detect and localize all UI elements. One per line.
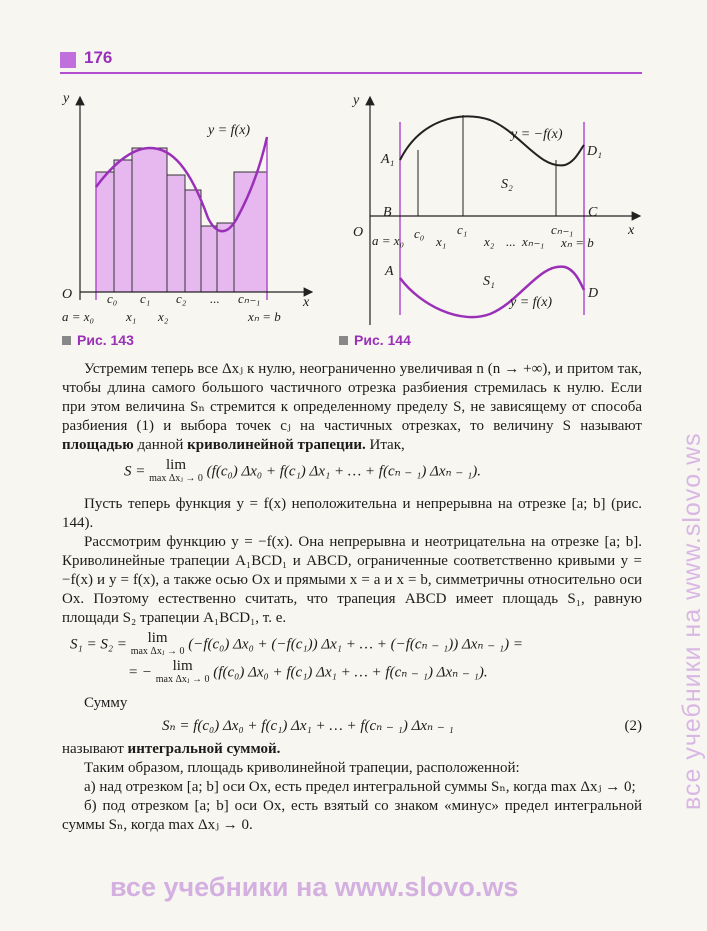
caption-text: Рис. 143 <box>77 332 134 348</box>
x-label: xₙ = b <box>248 309 281 324</box>
figure-144 <box>351 93 640 325</box>
term: криволинейной трапеции. <box>187 437 366 453</box>
paragraph: Таким образом, площадь криволинейной трапеции, расположенной: <box>84 760 520 776</box>
x-label: ... <box>506 234 516 249</box>
c-label: c₀ <box>414 226 425 241</box>
page-number: 176 <box>84 48 113 67</box>
figure-143 <box>61 91 312 324</box>
riemann-rect <box>185 190 201 292</box>
x-label: xₙ₋₁ <box>522 234 545 249</box>
equation-integral-sum: Sₙ = f(c₀) Δx₀ + f(c₁) Δx₁ + … + f(cₙ ₋ ₁) Δxₙ ₋ ₁ (2) <box>162 718 642 734</box>
figure-143-caption <box>62 332 134 348</box>
riemann-rect <box>167 175 185 292</box>
point-label: D <box>588 286 599 301</box>
header-marker <box>60 52 76 68</box>
point-label: D₁ <box>587 144 602 159</box>
x-axis-label: x <box>303 295 310 310</box>
equation-number: (2) <box>624 718 642 734</box>
paragraph: Пусть теперь функция y = f(x) неположительна и непрерывна на отрезке [a; b] (рис. 144). <box>62 496 642 531</box>
riemann-rect <box>132 148 167 292</box>
origin-label: O <box>353 225 364 240</box>
point-label: B <box>383 205 392 220</box>
c-label: c₁ <box>457 222 468 237</box>
area-label: S₂ <box>501 177 513 192</box>
body-text <box>62 360 642 835</box>
caption-marker <box>339 336 348 345</box>
limit: lim max Δxⱼ → 0 <box>130 630 185 657</box>
c-label: c₂ <box>176 291 187 306</box>
term: интегральной суммой. <box>127 741 281 757</box>
curve-label: y = f(x) <box>208 123 251 138</box>
equation-limit-neg-cont: = − lim max Δxⱼ → 0 (f(c₀) Δx₀ + f(c₁) Δx₁ + … + f(cₙ ₋ ₁) Δxₙ ₋ ₁). <box>128 658 488 685</box>
c-label: cₙ₋₁ <box>551 222 574 237</box>
limit: lim max Δxⱼ → 0 <box>155 658 210 685</box>
c-label: cₙ₋₁ <box>238 291 261 306</box>
equation-limit-neg: S₁ = S₂ = lim max Δxⱼ → 0 (−f(c₀) Δx₀ + (−f(c₁)) Δx₁ + … + (−f(cₙ ₋ ₁)) Δxₙ ₋ ₁) = <box>70 630 524 657</box>
x-label: x₂ <box>484 234 495 249</box>
bottom-watermark: все учебники на www.slovo.ws <box>110 872 519 902</box>
equation-area: S = lim max Δxⱼ → 0 (f(c₀) Δx₀ + f(c₁) Δx₁ + … + f(cₙ ₋ ₁) Δxₙ ₋ ₁). <box>124 457 481 484</box>
paragraph: Сумму <box>84 695 128 711</box>
riemann-rect <box>114 160 132 292</box>
figure-144-caption <box>339 332 411 348</box>
limit: lim max Δxⱼ → 0 <box>149 457 203 484</box>
c-label: c₁ <box>140 291 151 306</box>
paragraph: называют интегральной суммой. <box>62 741 281 757</box>
caption-text: Рис. 144 <box>354 332 411 348</box>
c-label: c₀ <box>107 291 118 306</box>
y-axis-label: y <box>353 93 360 108</box>
area-label: S₁ <box>483 274 495 289</box>
term: площадью <box>62 437 134 453</box>
point-label: A₁ <box>381 152 395 167</box>
paragraph: Устремим теперь все Δxⱼ к нулю, неограниченно увеличивая n (n → +∞), и притом так, чтобы длина самого большого частичного отрезка разбиения стремилась к нулю. Если при этом величина Sₙ стремится к определенному пределу S, не зависящему от способа разбиения (1) и выбора точек cⱼ на частичных отрезках, то величину S называют площадью данной криволинейной трапеции. Итак, <box>62 361 642 453</box>
x-label: xₙ = b <box>561 235 594 250</box>
x-label: a = x₀ <box>62 309 95 324</box>
figures <box>0 75 660 330</box>
x-label: x₂ <box>158 309 169 324</box>
curve-pos-label: y = f(x) <box>510 295 553 310</box>
curve-neg-label: y = −f(x) <box>511 127 563 142</box>
c-label: ... <box>210 291 220 306</box>
origin-label: O <box>62 287 73 302</box>
caption-marker <box>62 336 71 345</box>
side-watermark: все учебники на www.slovo.ws <box>678 432 706 810</box>
x-label: x₁ <box>436 234 447 249</box>
page-header <box>60 48 642 74</box>
paragraph: Рассмотрим функцию y = −f(x). Она непрерывна и неотрицательна на отрезке [a; b]. Криволинейные трапеции A₁BCD₁ и ABCD, ограниченные соответственно кривыми y = −f(x) и y = f(x), а также осью Ox и прямыми x = a и x = b, симметричны относительно оси Ox. Поэтому естественно считать, что трапеция ABCD имеет площадь S₁, равную площади S₂ трапеции A₁BCD₁, т. е. <box>62 534 642 626</box>
riemann-rect <box>201 226 217 292</box>
riemann-rect <box>217 223 234 292</box>
paragraph: а) над отрезком [a; b] оси Ox, есть предел интегральной суммы Sₙ, когда max Δxⱼ → 0; <box>84 779 636 795</box>
y-axis-label: y <box>63 91 70 106</box>
riemann-rect <box>96 172 114 292</box>
x-axis-label: x <box>628 223 635 238</box>
point-label: C <box>588 205 598 220</box>
x-label: x₁ <box>126 309 137 324</box>
x-label: a = x₀ <box>372 233 405 248</box>
paragraph: б) под отрезком [a; b] оси Ox, есть взятый со знаком «минус» предел интегральной суммы Sₙ, когда max Δxⱼ → 0. <box>62 798 642 833</box>
point-label: A <box>385 264 394 279</box>
